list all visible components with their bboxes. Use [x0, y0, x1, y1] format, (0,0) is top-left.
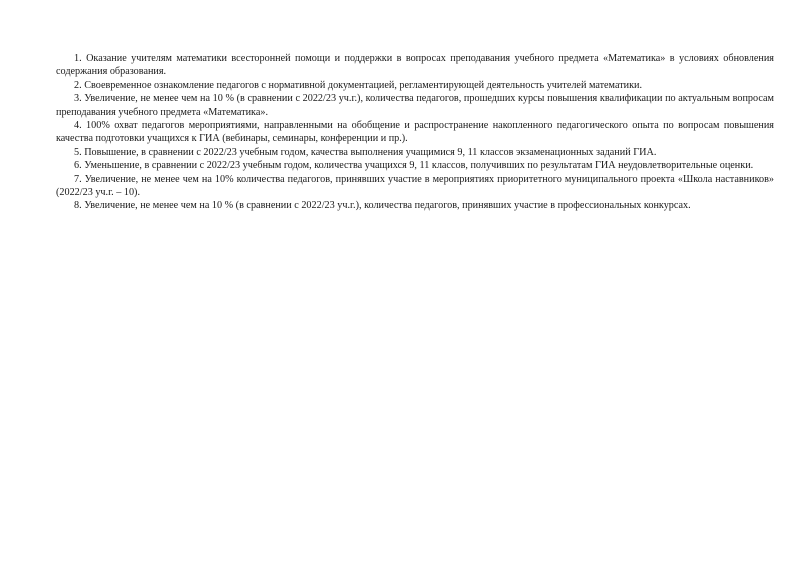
list-item-5: 5. Повышение, в сравнении с 2022/23 учебным годом, качества выполнения учащимися 9, 11 классов экзаменационных заданий ГИА. [74, 146, 657, 158]
list-item-7: 7. Увеличение, не менее чем на 10% количества педагогов, принявших участие в мероприятиях приоритетного муниципального проекта «Школа наставников» (2022/23 уч.г. – 10). [56, 173, 774, 199]
list-item-1: 1. Оказание учителям математики всесторонней помощи и поддержки в вопросах преподавания учебного предмета «Математика» в условиях обновления содержания образования. [56, 53, 774, 78]
list-item-2: 2. Своевременное ознакомление педагогов с нормативной документацией, регламентирующей деятельность учителей математики. [74, 79, 643, 91]
list-item-8: 8. Увеличение, не менее чем на 10 % (в сравнении с 2022/23 уч.г.), количества педагогов, принявших участие в профессиональных конкурсах. [74, 200, 691, 212]
list-item-6: 6. Уменьшение, в сравнении с 2022/23 учебным годом, количества учащихся 9, 11 классов, получивших по результатам ГИА неудовлетворительные оценки. [74, 160, 754, 172]
list-item-3: 3. Увеличение, не менее чем на 10 % (в сравнении с 2022/23 уч.г.), количества педагогов, прошедших курсы повышения квалификации по актуальным вопросам преподавания учебного предмета «Математика». [56, 93, 774, 118]
document-body [56, 52, 774, 213]
list-item-4: 4. 100% охват педагогов мероприятиями, направленными на обобщение и распространение накопленного педагогического опыта по вопросам повышения качества подготовки учащихся к ГИА (вебинары, семинары, конференции и пр.). [56, 120, 774, 145]
